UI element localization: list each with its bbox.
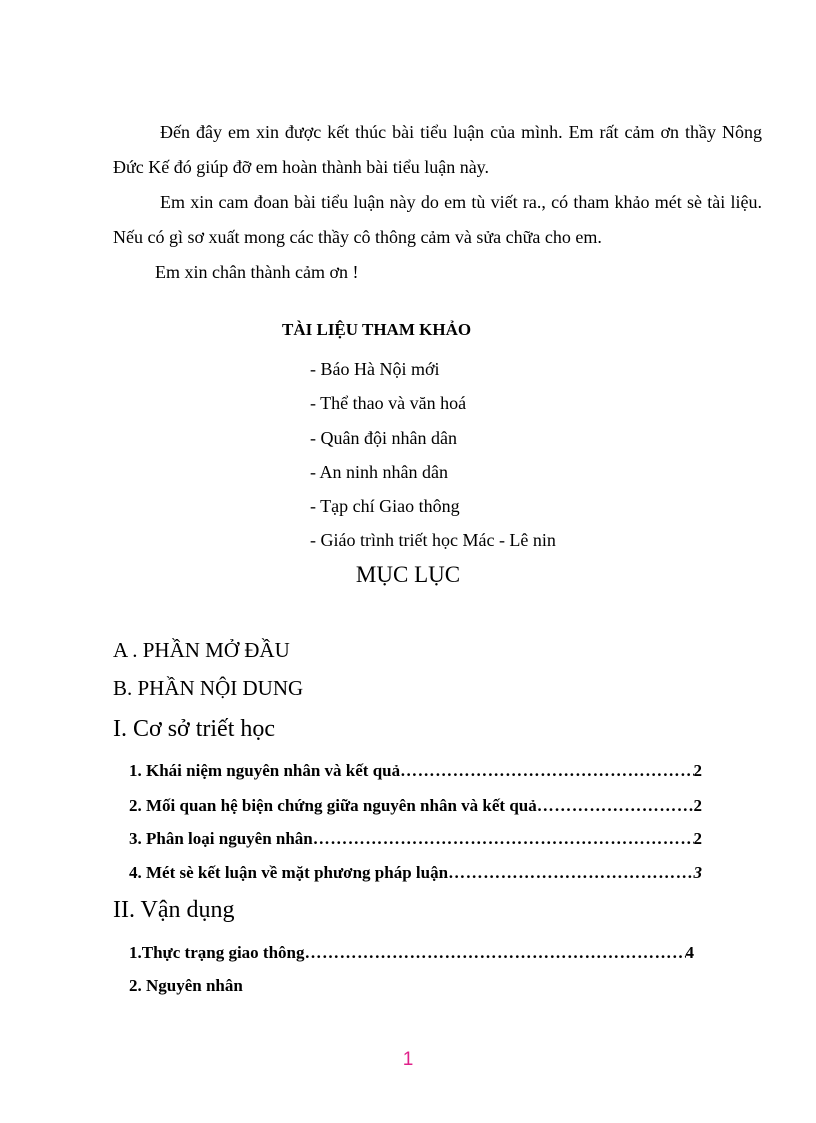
- toc-leader-dots: [313, 827, 694, 851]
- declaration-paragraph: Em xin cam đoan bài tiểu luận này do em tù viết ra., có tham khảo mét sè tài liệu. Nếu có gì sơ xuất mong các thầy cô thông cảm và sửa chữa cho em.: [113, 192, 762, 247]
- toc-entry-page: 2: [693, 829, 702, 848]
- toc-entry: [129, 861, 702, 885]
- reference-item: - Thể thao và văn hoá: [310, 393, 467, 414]
- toc-entry-label: 4. Mét sè kết luận về mặt phương pháp luận: [129, 863, 449, 882]
- toc-entry-label: 2. Nguyên nhân: [129, 976, 243, 995]
- toc-entry: [129, 827, 702, 851]
- toc-entry-label: 3. Phân loại nguyên nhân: [129, 829, 313, 848]
- toc-part-b: B. PHẦN NỘI DUNG: [113, 676, 304, 700]
- table-of-contents-heading: MỤC LỤC: [355, 562, 461, 587]
- toc-entry: [129, 941, 694, 965]
- reference-item: - An ninh nhân dân: [310, 461, 448, 482]
- reference-item: - Giáo trình triết học Mác - Lê nin: [310, 530, 556, 551]
- thanks-paragraph: Em xin chân thành cảm ơn !: [155, 262, 359, 282]
- toc-chapter-2: II. Vận dụng: [113, 897, 235, 923]
- toc-leader-dots: [537, 794, 694, 818]
- toc-chapter-1: I. Cơ sở triết học: [113, 716, 276, 742]
- toc-entry-page: 4: [685, 943, 694, 962]
- toc-leader-dots: [448, 861, 693, 885]
- toc-leader-dots: [400, 759, 693, 783]
- toc-leader-dots: [305, 941, 686, 965]
- reference-item: - Tạp chí Giao thông: [310, 496, 460, 517]
- toc-entry-page: 2: [693, 796, 702, 815]
- toc-entry-label: 2. Mối quan hệ biện chứng giữa nguyên nhân và kết quả: [129, 796, 537, 815]
- reference-item: - Quân đội nhân dân: [310, 427, 457, 448]
- toc-entry-page: 2: [693, 761, 702, 780]
- toc-part-a: A . PHẦN MỞ ĐẦU: [113, 638, 290, 662]
- closing-paragraph: Đến đây em xin được kết thúc bài tiểu luận của mình. Em rất cảm ơn thầy Nông Đức Kế đó giúp đỡ em hoàn thành bài tiểu luận này.: [113, 122, 762, 177]
- toc-entry-label: 1. Khái niệm nguyên nhân và kết quả: [129, 761, 401, 780]
- references-list: [310, 352, 556, 558]
- page-number: 1: [402, 1049, 414, 1070]
- toc-entry: [129, 794, 702, 818]
- toc-entry: [129, 759, 702, 783]
- references-heading: TÀI LIỆU THAM KHẢO: [282, 320, 472, 339]
- reference-item: - Báo Hà Nội mới: [310, 359, 440, 379]
- toc-entry-label: 1.Thực trạng giao thông: [129, 943, 305, 962]
- toc-entry-page: 3: [693, 863, 702, 882]
